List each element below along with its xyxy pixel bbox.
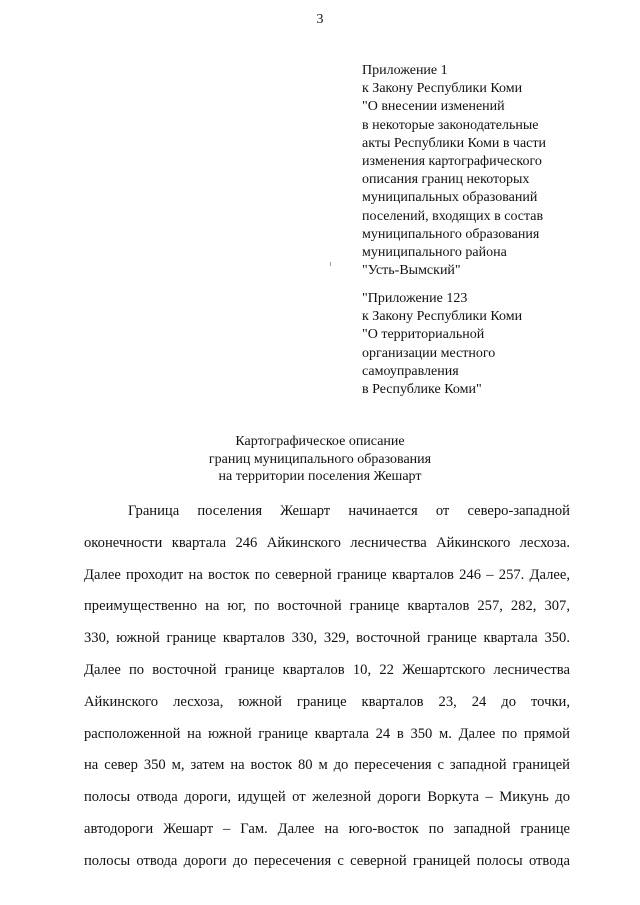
title-line: Картографическое описание xyxy=(235,434,405,449)
appendix-1-line: описания границ некоторых xyxy=(362,172,530,188)
appendix-1-line: муниципального образования xyxy=(362,226,540,242)
appendix-1-heading xyxy=(362,62,622,280)
body-line: на север 350 м, затем на восток 80 м до пересечения с западной границей xyxy=(84,757,570,774)
title-line: на территории поселения Жешарт xyxy=(218,469,422,484)
appendix-123-line: "О территориальной xyxy=(362,327,485,343)
appendix-123-line: к Закону Республики Коми xyxy=(362,309,523,325)
appendix-123-line: самоуправления xyxy=(362,363,459,379)
appendix-1-line: "Усть-Вымский" xyxy=(362,263,461,279)
appendix-123-line: "Приложение 123 xyxy=(362,291,468,306)
appendix-1-line: муниципального района xyxy=(362,245,507,261)
appendix-1-line: акты Республики Коми в части xyxy=(362,135,547,151)
appendix-1-line: в некоторые законодательные xyxy=(362,117,539,133)
body-line: расположенной на южной границе квартала 24 в 350 м. Далее по прямой xyxy=(84,725,570,742)
title-line: границ муниципального образования xyxy=(208,451,432,467)
document-title xyxy=(0,433,640,486)
body-line: полосы отвода дороги, идущей от железной дороги Воркута – Микунь до xyxy=(84,789,570,806)
body-line: Далее по восточной границе кварталов 10, 22 Жешартского лесничества xyxy=(84,661,570,678)
body-line: 330, южной границе кварталов 330, 329, восточной границе квартала 350. xyxy=(84,630,570,647)
body-line: полосы отвода дороги до пересечения с северной границей полосы отвода xyxy=(84,852,570,869)
body-line: оконечности квартала 246 Айкинского лесничества Айкинского лесхоза. xyxy=(84,534,570,551)
appendix-1-line: поселений, входящих в состав xyxy=(362,208,544,224)
appendix-123-line: организации местного xyxy=(362,345,496,361)
appendix-1-line: муниципальных образований xyxy=(362,190,538,206)
body-line: автодороги Жешарт – Гам. Далее на юго-восток по западной границе xyxy=(84,820,570,837)
appendix-1-line: изменения картографического xyxy=(362,154,542,170)
scan-speck xyxy=(330,262,331,266)
body-line: преимущественно на юг, по восточной границе кварталов 257, 282, 307, xyxy=(84,598,570,615)
appendix-1-line: к Закону Республики Коми xyxy=(362,81,523,97)
appendix-123-line: в Республике Коми" xyxy=(362,382,482,398)
appendix-1-line: "О внесении изменений xyxy=(362,99,505,115)
appendix-123-heading xyxy=(362,290,622,399)
body-line: Айкинского лесхоза, южной границе кварталов 23, 24 до точки, xyxy=(84,693,570,710)
appendix-1-line: Приложение 1 xyxy=(362,63,448,78)
body-line: Далее проходит на восток по северной границе кварталов 246 – 257. Далее, xyxy=(84,566,570,583)
body-line: Граница поселения Жешарт начинается от северо-западной xyxy=(128,503,570,519)
page-number: 3 xyxy=(316,12,324,27)
boundary-description xyxy=(84,496,570,878)
